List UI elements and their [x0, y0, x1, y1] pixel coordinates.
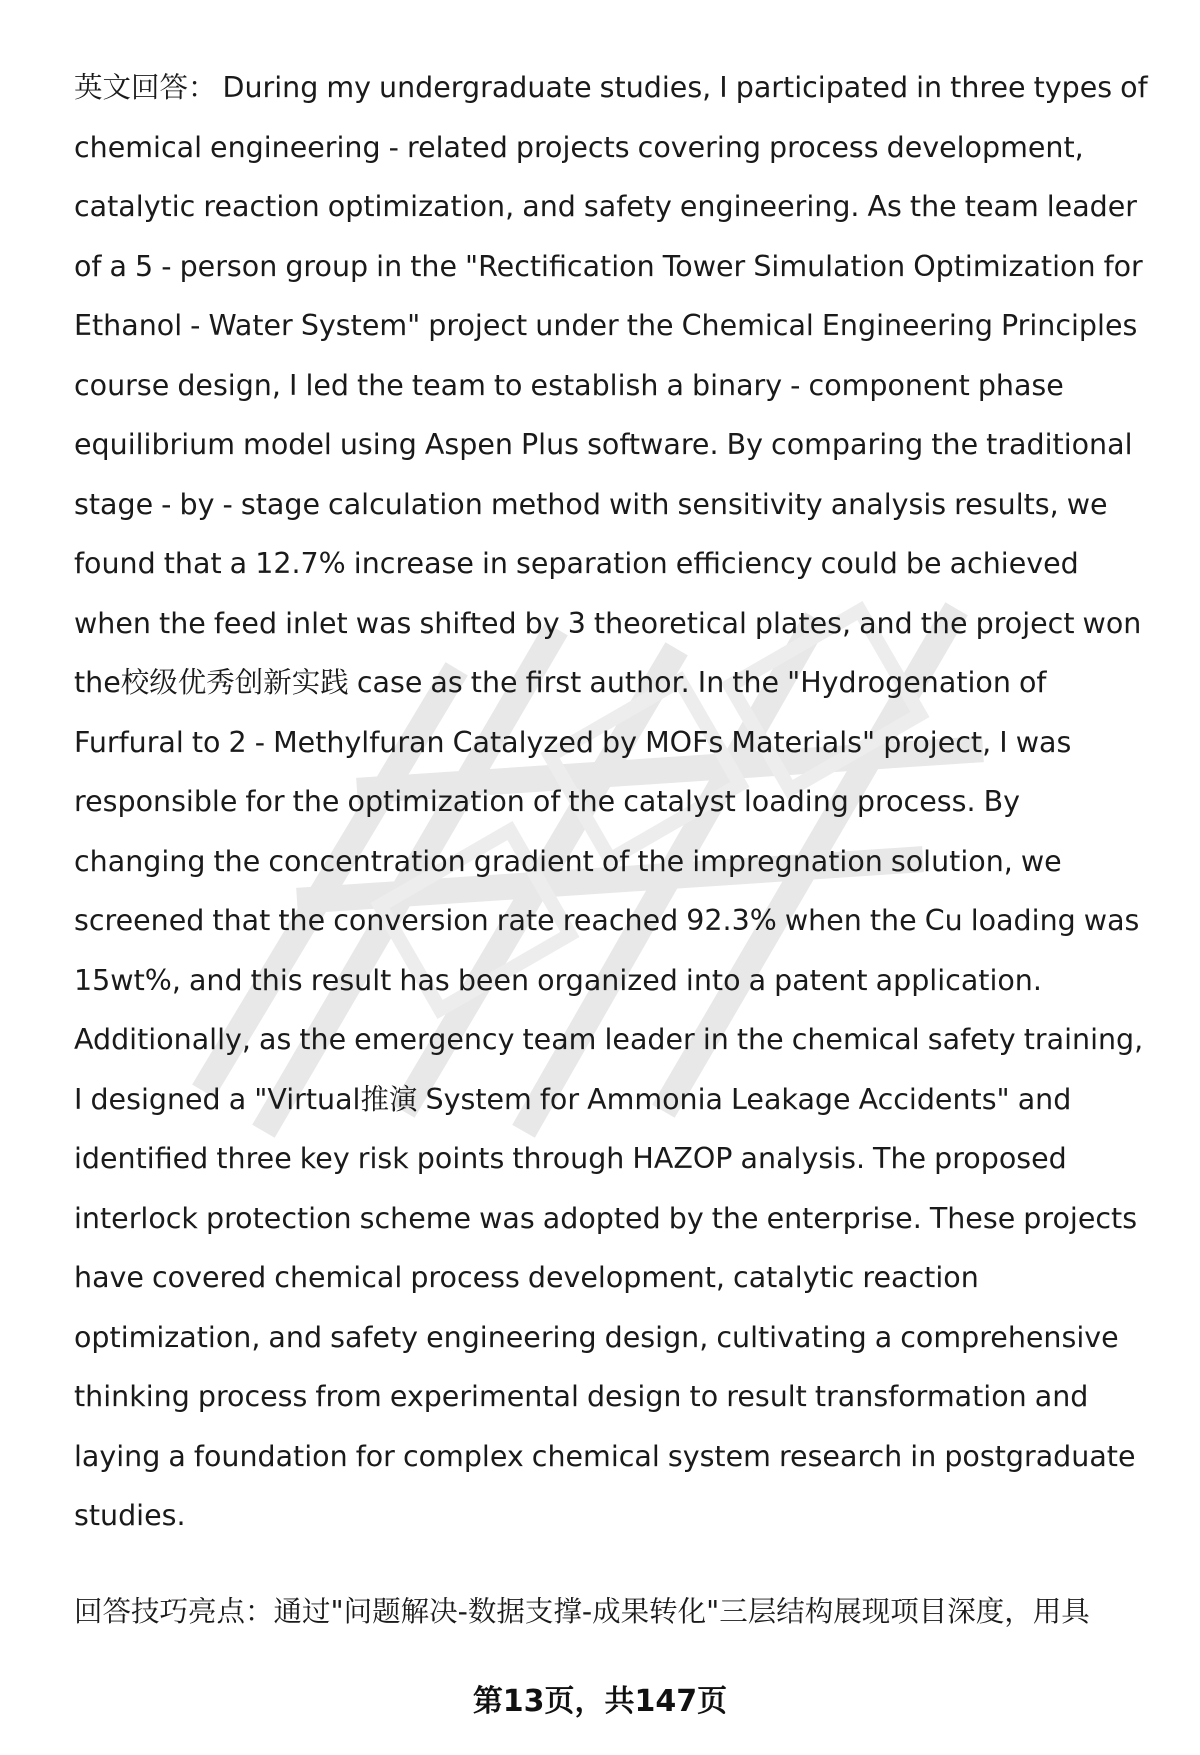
answer-paragraph: [74, 58, 1154, 1546]
answer-label: 英文回答：: [74, 71, 217, 104]
answer-tips-line: 回答技巧亮点：通过"问题解决-数据支撑-成果转化"三层结构展现项目深度，用具: [74, 1595, 1090, 1628]
page-number: 第13页，共147页: [472, 1684, 728, 1719]
answer-body: During my undergraduate studies, I participated in three types of chemical engineering - related projects covering process development, catalytic reaction optimization, and safety engineering. As the team leader of a 5 - person group in the "Rectification Tower Simulation Optimization for Ethanol - Water System" project under the Chemical Engineering Principles course design, I led the team to establish a binary - component phase equilibrium model using Aspen Plus software. By comparing the traditional stage - by - stage calculation method with sensitivity analysis results, we found that a 12.7% increase in separation efficiency could be achieved when the feed inlet was shifted by 3 theoretical plates, and the project won the校级优秀创新实践 case as the first author. In the "Hydrogenation of Furfural to 2 - Methylfuran Catalyzed by MOFs Materials" project, I was responsible for the optimization of the catalyst loading process. By changing the concentration gradient of the impregnation solution, we screened that the conversion rate reached 92.3% when the Cu loading was 15wt%, and this result has been organized into a patent application. Additionally, as the emergency team leader in the chemical safety training, I designed a "Virtual推演 System for Ammonia Leakage Accidents" and identified three key risk points through HAZOP analysis. The proposed interlock protection scheme was adopted by the enterprise. These projects have covered chemical process development, catalytic reaction optimization, and safety engineering design, cultivating a comprehensive thinking process from experimental design to result transformation and laying a foundation for complex chemical system research in postgraduate studies.: [74, 71, 1148, 1532]
